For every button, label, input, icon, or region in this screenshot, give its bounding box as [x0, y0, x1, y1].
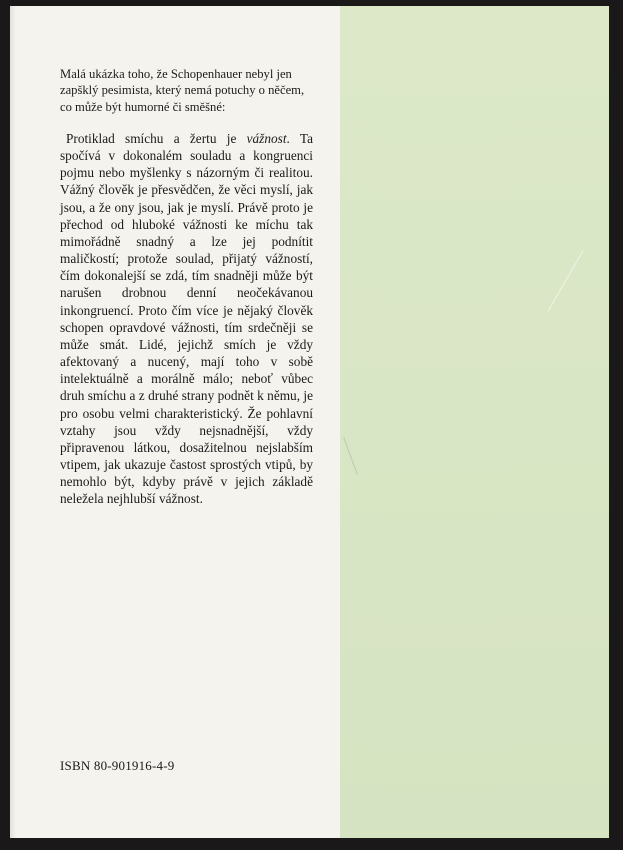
- quote-text-start: Protiklad smíchu a žertu je: [66, 131, 247, 146]
- cover-edge-shadow: [10, 6, 16, 838]
- intro-text: Malá ukázka toho, že Schopenhauer nebyl jen zapšklý pesimista, který nemá potuchy o něčem, co může být humorné či směšné:: [60, 67, 305, 114]
- quote-text-rest: . Ta spočívá v dokonalém souladu a kongruenci pojmu nebo myšlenky s názorným či realitou. Vážný člověk je přesvědčen, že věci myslí, jak jsou, a že ony jsou, jak je myslí. Právě proto je přechod od hluboké vážnosti ke míchu tak mimořádně snadný a lze jej podnítit maličkostí; protože soulad, přijatý vážností, čím dokonalejší se zdá, tím snadněji může být narušen drobnou denní neočekávanou inkongruencí. Proto čím více je nějaký člověk schopen opravdové vážnosti, tím srdečněji se může smát. Lidé, jejichž smích je vždy afektovaný a nucený, mají toho v sobě intelektuálně a morálně málo; neboť vůbec druh smíchu a z druhé strany podnět k němu, je pro osobu velmi charakteristický. Že pohlavní vztahy jsou vždy nejsnadnější, vždy připravenou látkou, dosažitelnou nejslabším vtipem, jak ukazuje častost sprostých vtipů, by nemohlo být, kdyby právě v jejich základě neležela nejhlubší vážnost.: [60, 131, 313, 507]
- book-back-cover: [10, 6, 609, 838]
- quote-paragraph: [60, 130, 313, 507]
- quote-emphasis: vážnost: [246, 131, 287, 146]
- isbn-number: ISBN 80-901916-4-9: [60, 758, 175, 773]
- green-color-band: [340, 6, 609, 838]
